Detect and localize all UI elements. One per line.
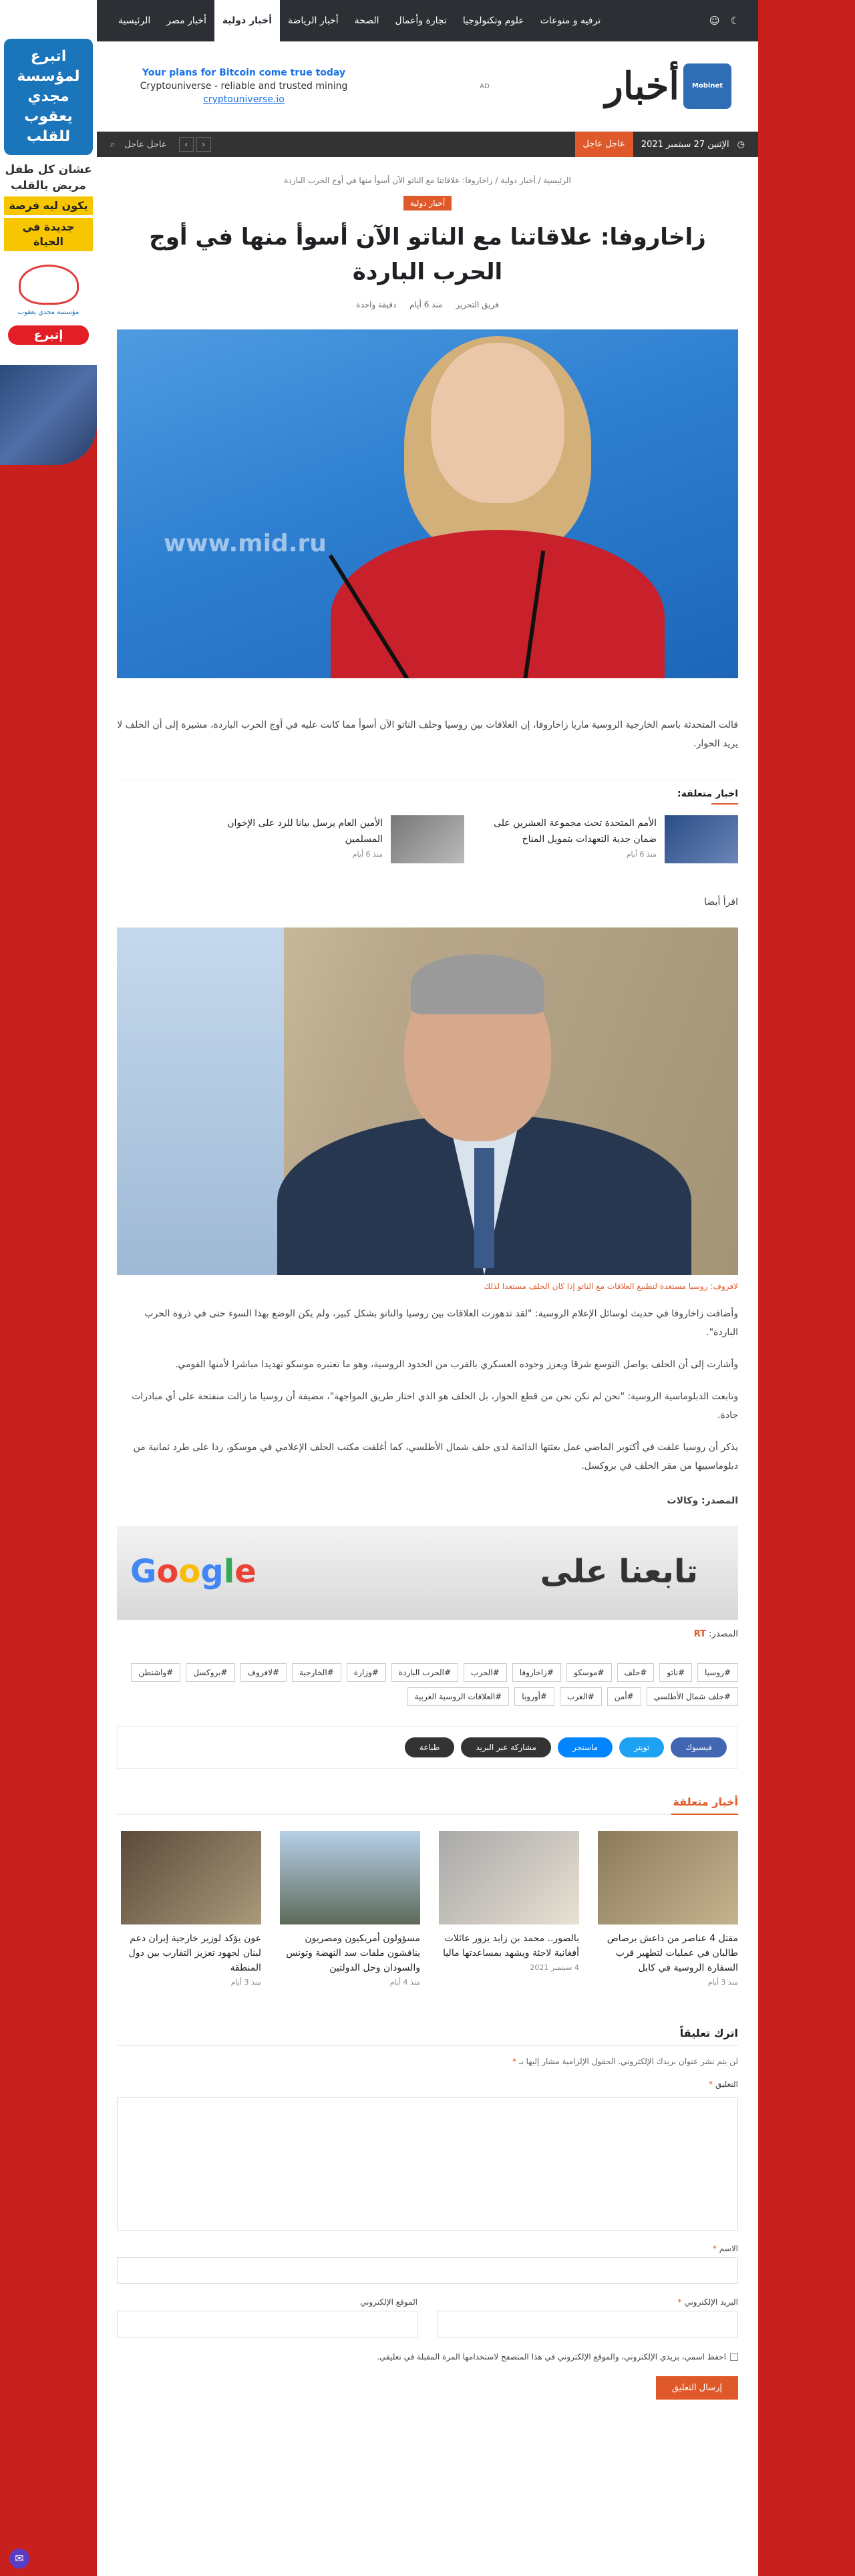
heart-icon bbox=[19, 265, 79, 305]
print-button[interactable]: طباعة bbox=[405, 1737, 454, 1757]
related-title[interactable]: الأمم المتحدة تحث مجموعة العشرين على ضمان جدية التعهدات بتمويل المناخ bbox=[494, 818, 657, 845]
name-input[interactable] bbox=[117, 2257, 738, 2284]
tag[interactable]: #أوروبا bbox=[514, 1687, 554, 1706]
required-marker: * bbox=[709, 2080, 713, 2089]
ad-yellow-line-1: يكون ليه فرصة bbox=[4, 196, 93, 215]
related-card-date: منذ 4 أيام bbox=[389, 1978, 420, 1987]
website-label: الموقع الإلكتروني bbox=[360, 2297, 417, 2307]
related-card-title[interactable]: بالصور.. محمد بن زايد يزور عائلات أفغانية لاجئة ويشهد بمساعدتها ماليا bbox=[443, 1933, 579, 1959]
related-card-thumbnail[interactable] bbox=[121, 1831, 261, 1924]
publish-time: منذ 6 أيام bbox=[409, 300, 443, 309]
related-inline bbox=[117, 780, 738, 863]
google-banner-text: تابعنا على bbox=[540, 1553, 698, 1590]
ad-label: AD bbox=[480, 82, 490, 90]
user-icon[interactable]: ☺ bbox=[709, 15, 720, 27]
save-info-checkbox[interactable] bbox=[730, 2353, 738, 2361]
tag[interactable]: #روسيا bbox=[697, 1663, 738, 1682]
dark-mode-icon[interactable]: ☾ bbox=[730, 15, 739, 27]
related-card-date: 4 سبتمبر 2021 bbox=[530, 1963, 579, 1972]
tag[interactable]: #الحرب bbox=[464, 1663, 507, 1682]
tag-list bbox=[117, 1663, 738, 1706]
breaking-news-label: عاجل عاجل bbox=[575, 132, 633, 157]
related-inline-item[interactable] bbox=[484, 815, 738, 863]
email-share-button[interactable]: مشاركة عبر البريد bbox=[461, 1737, 551, 1757]
site-logo[interactable] bbox=[605, 63, 731, 109]
clock-icon: ◷ bbox=[737, 139, 745, 150]
tag[interactable]: #زاخاروفا bbox=[512, 1663, 561, 1682]
rt-source-prefix: المصدر: bbox=[709, 1629, 738, 1639]
comment-title: اترك تعليقاً bbox=[117, 2027, 738, 2046]
ad-foundation-name: مؤسسة مجدي يعقوب bbox=[17, 309, 79, 316]
related-card-title[interactable]: مقتل 4 عناصر من داعش برصاص طالبان في عمليات لتطهير قرب السفارة الروسية في كابل bbox=[607, 1933, 738, 1973]
email-label-text: البريد الإلكتروني bbox=[684, 2297, 738, 2307]
required-marker: * bbox=[512, 2057, 517, 2066]
article bbox=[97, 176, 758, 2400]
rt-source bbox=[117, 1629, 738, 1639]
nav-item-health[interactable]: الصحة bbox=[354, 15, 379, 26]
nav-item-entertainment[interactable]: ترفيه و منوعات bbox=[540, 15, 601, 26]
category-tag[interactable]: أخبار دولية bbox=[403, 196, 452, 210]
tag[interactable]: #حلف bbox=[617, 1663, 655, 1682]
article-paragraph: يذكر أن روسيا علقت في أكتوبر الماضي عمل بعثتها الدائمة لدى حلف شمال الأطلسي، كما أغلقت مكتب الحلف الإعلامي في موسكو، ردا على طرد ثمانية من دبلوماسييها من مقر الحلف في بروكسل. bbox=[133, 1442, 738, 1471]
left-side-ad[interactable] bbox=[0, 0, 97, 414]
related-card-thumbnail[interactable] bbox=[439, 1831, 579, 1924]
banner-link[interactable]: cryptouniverse.io bbox=[203, 94, 285, 105]
related-section-title: أخبار متعلقة bbox=[117, 1796, 738, 1815]
submit-comment-button[interactable]: إرسال التعليق bbox=[656, 2376, 738, 2400]
ad-headline[interactable]: اتبرع لمؤسسة مجدي يعقوب للقلب bbox=[4, 39, 93, 155]
related-card[interactable] bbox=[280, 1831, 420, 1987]
twitter-share-button[interactable]: تويتر bbox=[619, 1737, 664, 1757]
article-photo bbox=[117, 927, 738, 1275]
nav-item-home[interactable]: الرئيسية bbox=[118, 15, 151, 26]
nav-item-tech[interactable]: علوم وتكنولوجيا bbox=[462, 15, 524, 26]
comment-label bbox=[117, 2080, 738, 2089]
read-also-heading: اقرأ أيضا bbox=[704, 897, 738, 907]
name-label bbox=[117, 2244, 738, 2253]
photo-tie-shape bbox=[474, 1148, 494, 1268]
tag[interactable]: #الغرب bbox=[560, 1687, 602, 1706]
related-card-date: منذ 3 أيام bbox=[707, 1978, 738, 1987]
email-label bbox=[438, 2297, 738, 2307]
nav-item-sports[interactable]: أخبار الرياضة bbox=[288, 15, 339, 26]
related-card-date: منذ 3 أيام bbox=[230, 1978, 261, 1987]
site-header bbox=[97, 41, 758, 132]
related-card-title[interactable]: مسؤولون أمريكيون ومصريون يناقشون ملفات سد النهضة وتونس والسودان وحل الدولتين bbox=[286, 1933, 420, 1973]
author-name[interactable]: فريق التحرير bbox=[456, 300, 499, 309]
related-date: منذ 6 أيام bbox=[352, 850, 383, 859]
related-card-thumbnail[interactable] bbox=[598, 1831, 738, 1924]
related-section bbox=[117, 1796, 738, 1987]
tag[interactable]: #العلاقات الروسية الغربية bbox=[407, 1687, 510, 1706]
comment-textarea[interactable] bbox=[117, 2097, 738, 2231]
hero-watermark: www.mid.ru bbox=[164, 530, 327, 557]
save-info-row bbox=[117, 2352, 738, 2362]
related-inline-title: اخبار متعلقة: bbox=[117, 789, 738, 805]
tag[interactable]: #أمن bbox=[607, 1687, 641, 1706]
ad-yellow-line-2: جديدة في الحياة bbox=[4, 218, 93, 251]
logo-text: أخبار bbox=[605, 64, 679, 108]
tag[interactable]: #ناتو bbox=[659, 1663, 692, 1682]
prev-arrow-icon[interactable]: ‹ bbox=[179, 137, 194, 152]
banner-subline: Cryptouniverse - reliable and trusted mining bbox=[140, 81, 348, 92]
latest-link[interactable]: عاجل عاجل bbox=[124, 139, 167, 150]
nav-item-international[interactable]: أخبار دولية bbox=[214, 0, 280, 41]
nav-item-business[interactable]: تجارة وأعمال bbox=[395, 15, 447, 26]
name-label-text: الاسم bbox=[719, 2244, 738, 2253]
related-title[interactable]: الأمين العام يرسل بيانا للرد على الإخوان المسلمين bbox=[227, 818, 383, 845]
related-inline-item[interactable] bbox=[210, 815, 464, 863]
donate-button[interactable]: إتبرع bbox=[8, 325, 89, 345]
top-navigation bbox=[97, 0, 758, 41]
article-paragraph: وأضافت زاخاروفا في حديث لوسائل الإعلام الروسية: "لقد تدهورت العلاقات بين روسيا والناتو بشكل كبير، ولم يكن الوضع بهذا السوء حتى في ذروة الحرب الباردة". bbox=[144, 1308, 738, 1338]
email-input[interactable] bbox=[438, 2311, 738, 2337]
rt-source-link[interactable]: RT bbox=[693, 1629, 707, 1639]
article-meta bbox=[117, 300, 738, 309]
required-marker: * bbox=[677, 2297, 682, 2307]
related-thumbnail[interactable] bbox=[391, 815, 464, 863]
article-paragraph: وأشارت إلى أن الحلف يواصل التوسع شرقا ويعزز وجوده العسكري بالقرب من الحدود الروسية، وهو ما تعتبره موسكو تهديدا مباشرا لأمنها القومي. bbox=[174, 1359, 738, 1370]
tag[interactable]: #الحرب الباردة bbox=[391, 1663, 458, 1682]
save-info-label: احفظ اسمي، بريدي الإلكتروني، والموقع الإلكتروني في هذا المتصفح لاستخدامها المرة المقبلة في تعليقي. bbox=[377, 2352, 726, 2362]
nav-item-egypt[interactable]: أخبار مصر bbox=[166, 15, 206, 26]
website-input[interactable] bbox=[117, 2311, 417, 2337]
required-marker: * bbox=[712, 2244, 717, 2253]
facebook-share-button[interactable]: فيسبوك bbox=[671, 1737, 727, 1757]
tag[interactable]: #واشنطن bbox=[131, 1663, 180, 1682]
next-arrow-icon[interactable]: › bbox=[196, 137, 211, 152]
photo-window bbox=[117, 927, 284, 1275]
page-content bbox=[97, 0, 758, 2576]
comment-note bbox=[117, 2057, 738, 2066]
messenger-share-button[interactable]: ماسنجر bbox=[558, 1737, 613, 1757]
ad-text: عشان كل طفل مريض بالقلب bbox=[5, 163, 92, 192]
comment-note-text: لن يتم نشر عنوان بريدك الإلكتروني. الحقول الإلزامية مشار إليها بـ bbox=[518, 2057, 738, 2066]
hero-face-shape bbox=[431, 343, 564, 503]
comment-form bbox=[117, 2027, 738, 2400]
related-date: منذ 6 أيام bbox=[626, 850, 657, 859]
search-icon[interactable]: ⌕ bbox=[110, 139, 116, 150]
current-date: الإثنين 27 سبتمبر 2021 bbox=[641, 139, 729, 150]
related-card[interactable] bbox=[598, 1831, 738, 1987]
tag[interactable]: #وزارة bbox=[347, 1663, 386, 1682]
google-logo: Google bbox=[130, 1553, 256, 1590]
tag[interactable]: #لافروف bbox=[240, 1663, 287, 1682]
source-label: المصدر: وكالات bbox=[667, 1495, 738, 1506]
tag[interactable]: #حلف شمال الأطلسي bbox=[647, 1687, 738, 1706]
logo-badge: Mobinet bbox=[683, 63, 731, 109]
tag[interactable]: #بروكسل bbox=[186, 1663, 234, 1682]
related-card-title[interactable]: عون يؤكد لوزير خارجية إيران دعم لبنان لجهود تعزيز التقارب بين دول المنطقة bbox=[128, 1933, 261, 1973]
banner-headline[interactable]: Your plans for Bitcoin come true today bbox=[142, 67, 346, 78]
tag[interactable]: #موسكو bbox=[566, 1663, 612, 1682]
hero-image bbox=[117, 329, 738, 678]
tag[interactable]: #الخارجية bbox=[292, 1663, 341, 1682]
ad-photo bbox=[0, 365, 97, 465]
photo-hair-shape bbox=[411, 954, 544, 1014]
related-card[interactable] bbox=[121, 1831, 261, 1987]
article-title: زاخاروفا: علاقاتنا مع الناتو الآن أسوأ منها في أوج الحرب الباردة bbox=[149, 224, 706, 285]
right-side-background bbox=[758, 0, 855, 2576]
related-card-thumbnail[interactable] bbox=[280, 1831, 420, 1924]
share-bar bbox=[117, 1726, 738, 1769]
hero-dress-shape bbox=[331, 530, 665, 678]
breadcrumb[interactable]: الرئيسية / أخبار دولية / زاخاروفا: علاقاتنا مع الناتو الآن أسوأ منها في أوج الحرب الباردة bbox=[284, 176, 571, 185]
crypto-banner-ad[interactable] bbox=[124, 66, 364, 106]
comment-label-text: التعليق bbox=[715, 2080, 738, 2089]
google-news-banner[interactable] bbox=[117, 1526, 738, 1620]
related-card[interactable] bbox=[439, 1831, 579, 1987]
related-thumbnail[interactable] bbox=[665, 815, 738, 863]
article-paragraph: وتابعت الدبلوماسية الروسية: "نحن لم نكن نحن من قطع الحوار، بل الحلف هو الذي اختار طريق المواجهة"، مضيفة أن روسيا ما زالت منفتحة على أي مبادرات جادة. bbox=[132, 1391, 738, 1421]
article-lead: قالت المتحدثة باسم الخارجية الروسية ماريا زاخاروفا، إن العلاقات بين روسيا وحلف الناتو الآن أسوأ مما كانت عليه في أوج الحرب الباردة، مشيرة إلى أن الحلف لا يريد الحوار. bbox=[117, 720, 738, 749]
chat-widget-icon[interactable]: ✉ bbox=[9, 2549, 29, 2569]
ticker-arrows bbox=[176, 137, 211, 152]
photo-caption[interactable]: لافروف: روسيا مستعدة لتطبيع العلاقات مع الناتو إذا كان الحلف مستعدا لذلك bbox=[484, 1282, 738, 1291]
sub-navigation bbox=[97, 132, 758, 157]
reading-time: دقيقة واحدة bbox=[356, 300, 397, 309]
